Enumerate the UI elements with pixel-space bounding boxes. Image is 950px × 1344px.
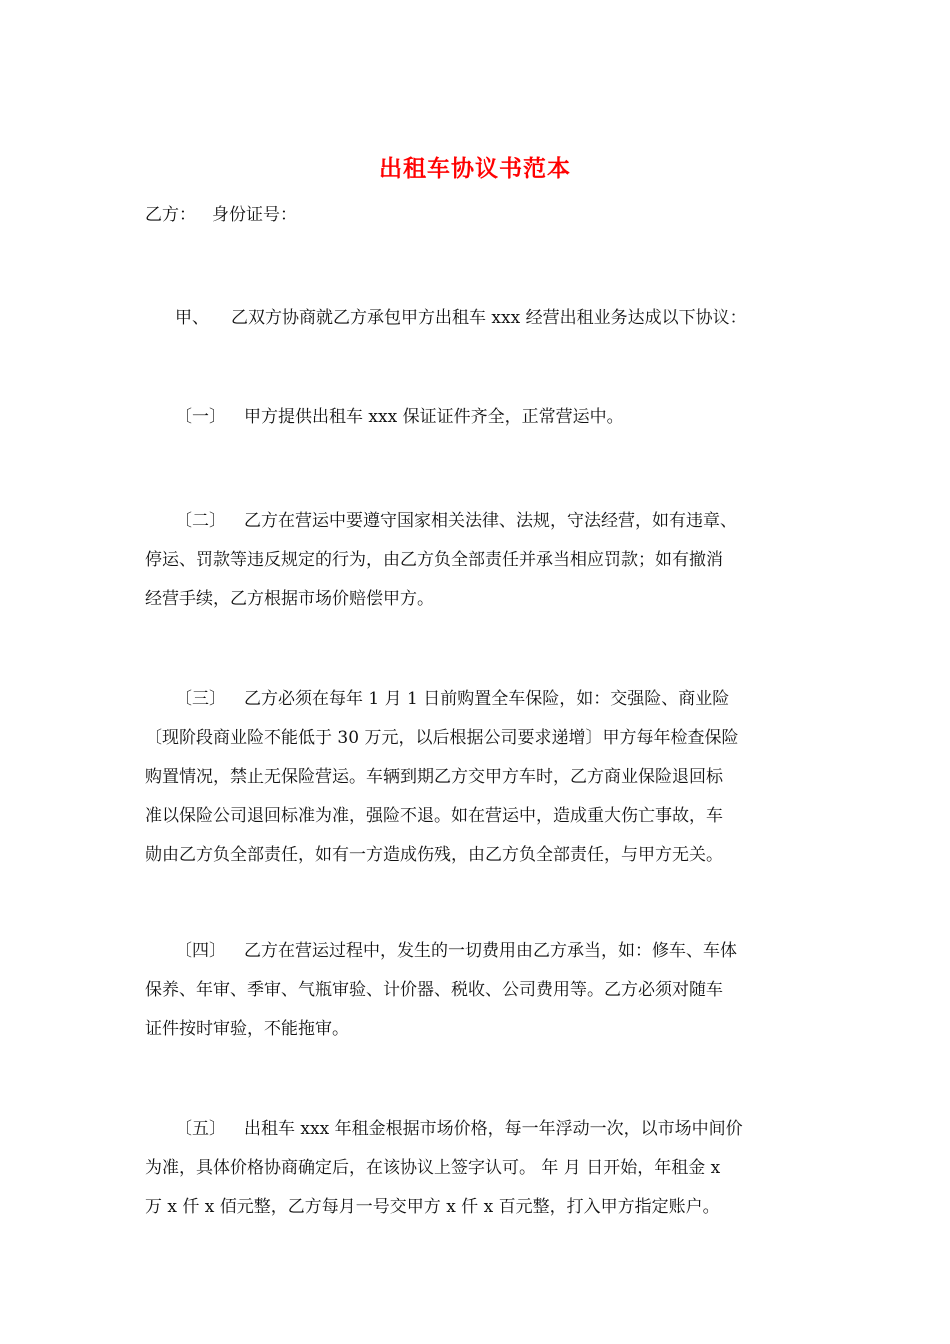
clause-line: 停运、罚款等违反规定的行为，由乙方负全部责任并承当相应罚款；如有撤消	[145, 550, 723, 570]
clause-text: 乙方必须在每年 1 月 1 日前购置全车保险，如：交强险、商业险	[244, 689, 730, 709]
clause-number: 〔一〕	[175, 407, 226, 427]
clause-text: 乙方在营运过程中，发生的一切费用由乙方承当，如：修车、车体	[244, 941, 737, 961]
clause-5	[145, 1110, 805, 1227]
party-b-line	[145, 200, 297, 225]
clause-line: 〔现阶段商业险不能低于 30 万元，以后根据公司要求递增〕甲方每年检查保险	[145, 728, 739, 748]
clause-line: 保养、年审、季审、气瓶审验、计价器、税收、公司费用等。乙方必须对随车	[145, 980, 723, 1000]
intro-paragraph	[175, 303, 747, 328]
clause-line	[145, 1110, 805, 1149]
clause-line: 购置情况，禁止无保险营运。车辆到期乙方交甲方车时，乙方商业保险退回标	[145, 767, 723, 787]
clause-4	[145, 932, 805, 1049]
clause-1	[145, 398, 805, 437]
intro-party-a: 甲、	[175, 308, 209, 328]
id-number-label: 身份证号：	[212, 205, 297, 225]
clause-text: 甲方提供出租车 xxx 保证证件齐全，正常营运中。	[244, 407, 624, 427]
clause-line	[145, 680, 805, 719]
clause-text: 乙方在营运中要遵守国家相关法律、法规，守法经营，如有违章、	[244, 511, 737, 531]
clause-number: 〔二〕	[175, 511, 226, 531]
clause-3	[145, 680, 805, 875]
party-b-label: 乙方：	[145, 205, 196, 225]
clause-line	[145, 502, 805, 541]
clause-line: 经营手续，乙方根据市场价赔偿甲方。	[145, 589, 434, 609]
clause-line: 准以保险公司退回标准为准，强险不退。如在营运中，造成重大伤亡事故，车	[145, 806, 723, 826]
clause-number: 〔五〕	[175, 1119, 226, 1139]
clause-line	[145, 932, 805, 971]
clause-line: 万 x 仟 x 佰元整，乙方每月一号交甲方 x 仟 x 百元整，打入甲方指定账户。	[145, 1197, 720, 1217]
clause-line: 证件按时审验，不能拖审。	[145, 1019, 349, 1039]
clause-text: 出租车 xxx 年租金根据市场价格，每一年浮动一次，以市场中间价	[244, 1119, 743, 1139]
page-title: 出租车协议书范本	[379, 155, 571, 182]
clause-line: 为准，具体价格协商确定后，在该协议上签字认可。 年 月 日开始，年租金 x	[145, 1158, 721, 1178]
clause-line: 勋由乙方负全部责任，如有一方造成伤残，由乙方负全部责任，与甲方无关。	[145, 845, 723, 865]
clause-number: 〔三〕	[175, 689, 226, 709]
clause-number: 〔四〕	[175, 941, 226, 961]
intro-text: 乙双方协商就乙方承包甲方出租车 xxx 经营出租业务达成以下协议：	[231, 308, 747, 328]
clause-2	[145, 502, 805, 619]
clause-line	[145, 398, 805, 437]
